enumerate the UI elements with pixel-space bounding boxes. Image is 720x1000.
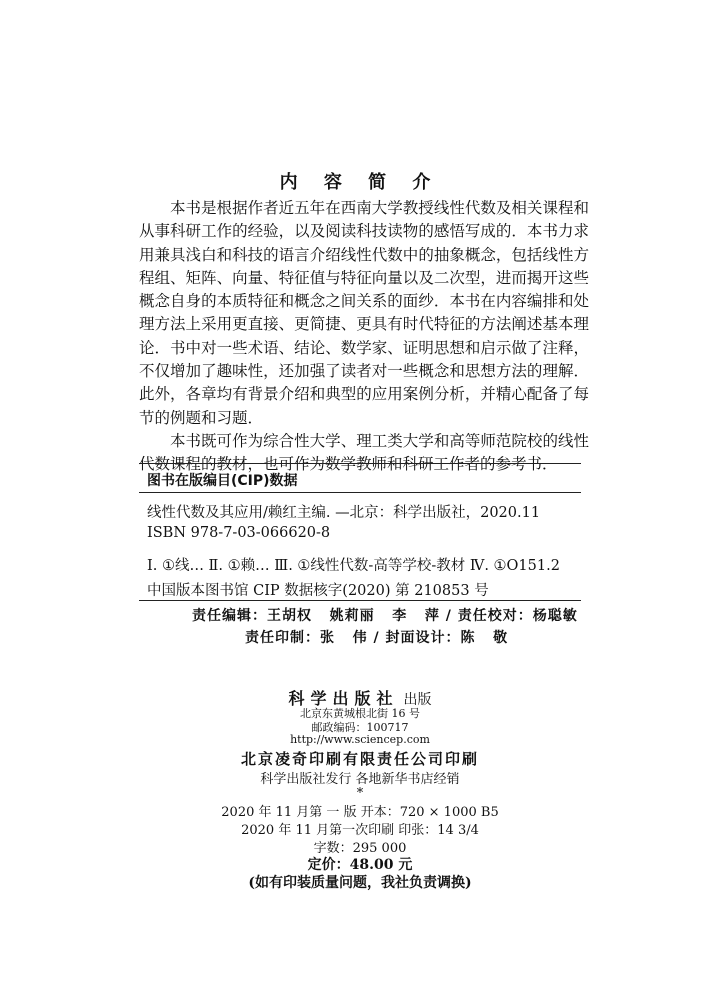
edition-info: 2020 年 11 月第 一 版 开本：720 × 1000 B5 — [221, 805, 499, 820]
cip-heading-divider — [139, 492, 581, 493]
cip-heading: 图书在版编目(CIP)数据 — [147, 473, 298, 489]
publisher-suffix: 出版 — [403, 692, 432, 708]
printing-info: 2020 年 11 月第一次印刷 印张：14 3/4 — [241, 823, 479, 838]
word-count: 字数：295 000 — [313, 841, 407, 856]
cip-top-divider — [139, 463, 581, 464]
cip-isbn: ISBN 978-7-03-066620-8 — [147, 525, 331, 541]
production-credits: 责任印制：张 伟 / 封面设计：陈 敬 — [245, 630, 509, 646]
cip-bottom-divider — [139, 600, 581, 601]
intro-paragraph: 本书既可作为综合性大学、理工类大学和高等师范院校的线性代数课程的教材，也可作为数学教师和科研工作者的参考书． — [139, 431, 589, 474]
separator-star: * — [356, 786, 364, 801]
cip-classification: Ⅰ. ①线… Ⅱ. ①赖… Ⅲ. ①线性代数-高等学校-教材 Ⅳ. ①O151.2 — [147, 558, 560, 574]
editor-credits: 责任编辑：王胡权 姚莉丽 李 萍 / 责任校对：杨聪敏 — [192, 608, 578, 624]
publisher-postcode: 邮政编码：100717 — [311, 721, 409, 734]
page-title: 内 容 简 介 — [279, 172, 441, 193]
quality-notice: (如有印装质量问题，我社负责调换) — [248, 875, 472, 891]
publisher-address: 北京东黄城根北街 16 号 — [300, 707, 420, 720]
distribution-info: 科学出版社发行 各地新华书店经销 — [260, 772, 460, 787]
price: 定价：48.00 元 — [307, 857, 413, 873]
introduction-text — [139, 197, 589, 477]
intro-paragraph: 本书是根据作者近五年在西南大学教授线性代数及相关课程和从事科研工作的经验，以及阅读科技读物的感悟写成的．本书力求用兼具浅白和科技的语言介绍线性代数中的抽象概念，包括线性方程组、矩阵、向量、特征值与特征向量以及二次型，进而揭开这些概念自身的本质特征和概念之间关系的面纱．本书在内容编排和处理方法上采用更直接、更简捷、更具有时代特征的方法阐述基本理论．书中对一些术语、结论、数学家、证明思想和启示做了注释，不仅增加了趣味性，还加强了读者对一些概念和思想方法的理解．此外，各章均有背景介绍和典型的应用案例分析，并精心配备了每节的例题和习题． — [139, 199, 589, 427]
publisher-website: http://www.sciencep.com — [290, 733, 430, 746]
publisher-logo-name: 科学出版社 — [288, 689, 399, 708]
cip-verification-number: 中国版本图书馆 CIP 数据核字(2020) 第 210853 号 — [147, 583, 489, 599]
cip-catalog-line: 线性代数及其应用/赖红主编. —北京：科学出版社，2020.11 — [147, 505, 541, 521]
printer-name: 北京凌奇印刷有限责任公司印刷 — [240, 750, 479, 768]
